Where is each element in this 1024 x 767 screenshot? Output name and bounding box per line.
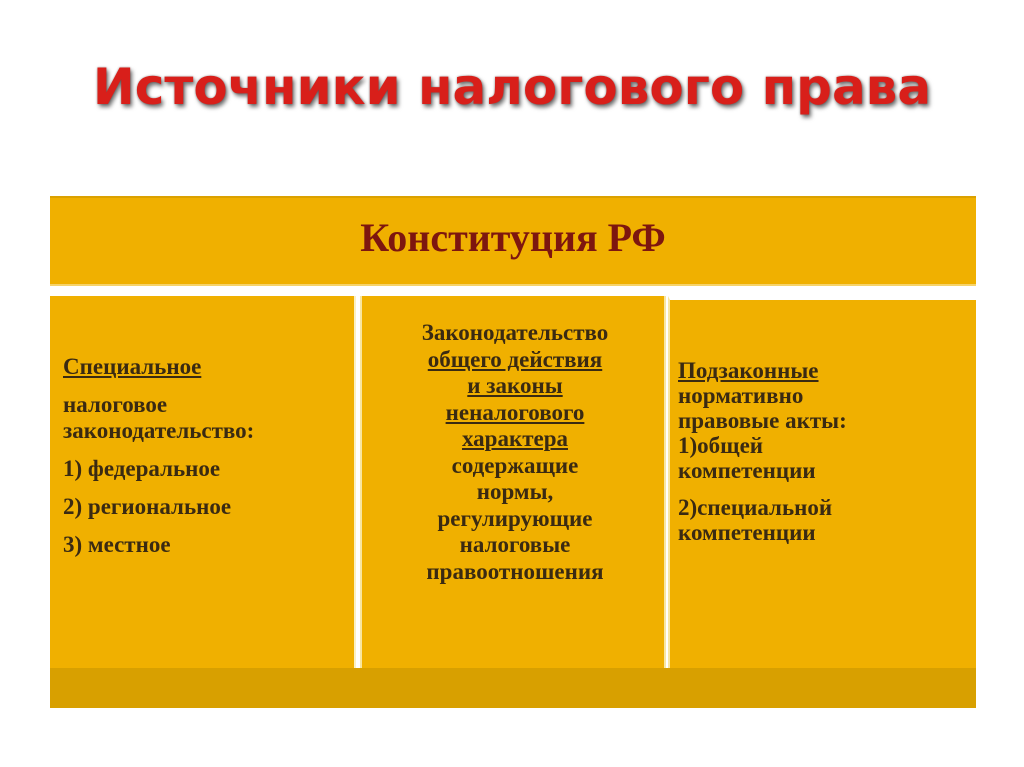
col3-item-2a: 2)специальной	[678, 495, 833, 520]
col3-item-2b: компетенции	[678, 520, 816, 545]
general-legislation-column	[360, 296, 666, 668]
bottom-bar	[50, 668, 976, 708]
col1-item-regional: 2) региональное	[63, 494, 232, 519]
col3-heading: Подзаконные	[678, 358, 819, 383]
col2-line-1: Законодательство	[421, 320, 609, 345]
col1-heading: Специальное	[63, 354, 202, 379]
col2-plain-1: содержащие	[451, 452, 579, 478]
col3-line-2: правовые акты:	[678, 408, 847, 433]
col2-plain-5: правоотношения	[426, 558, 604, 584]
constitution-box	[50, 196, 976, 286]
col2-underlined-1: общего действия	[427, 346, 603, 372]
col2-plain-2: нормы,	[476, 479, 554, 504]
col3-line-3: 1)общей	[678, 433, 764, 458]
col1-item-local: 3) местное	[63, 532, 171, 557]
col2-plain-4: налоговые	[459, 532, 571, 557]
col3-line-4: компетенции	[678, 458, 816, 483]
col2-underlined-2: и законы	[467, 373, 563, 398]
special-tax-legislation-column	[50, 296, 356, 668]
col1-line-2: законодательство:	[63, 418, 255, 443]
col2-underlined-4: характера	[461, 426, 569, 451]
col1-line-1: налоговое	[63, 392, 168, 417]
col1-item-federal: 1) федеральное	[63, 456, 221, 481]
col3-line-1: нормативно	[678, 383, 804, 408]
constitution-label: Конституция РФ	[360, 215, 666, 260]
col2-underlined-3: неналогового	[445, 399, 585, 425]
slide-title: Источники налогового права	[92, 58, 932, 116]
bylaws-column	[668, 296, 976, 668]
col2-plain-3: регулирующие	[437, 505, 593, 531]
